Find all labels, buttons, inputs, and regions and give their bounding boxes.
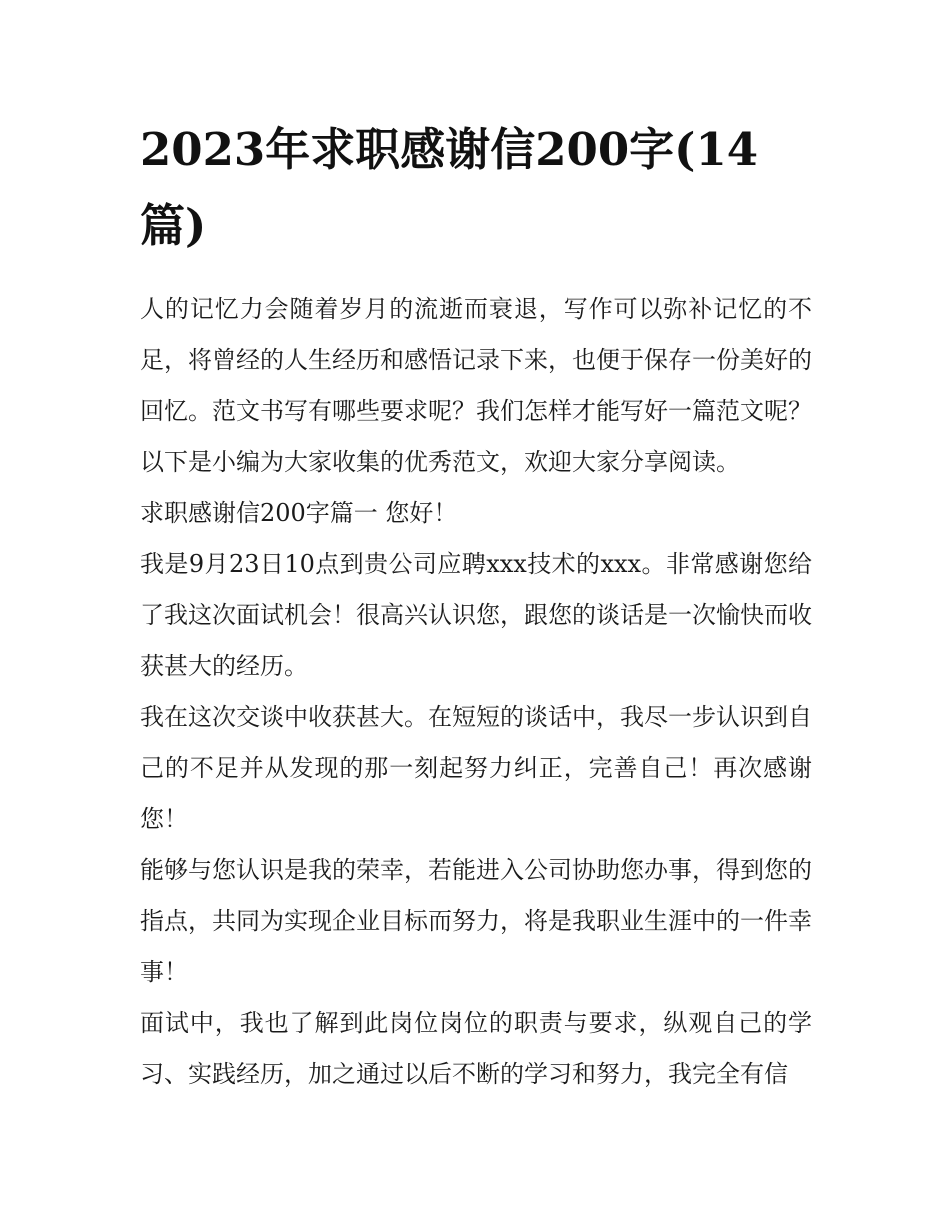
body-paragraph: 能够与您认识是我的荣幸，若能进入公司协助您办事，得到您的指点，共同为实现企业目标而努力，将是我职业生涯中的一件幸事！ xyxy=(140,856,812,986)
body-paragraph: 我是9月23日10点到贵公司应聘xxx技术的xxx。非常感谢您给了我这次面试机会！很高兴认识您，跟您的谈话是一次愉快而收获甚大的经历。 xyxy=(140,550,812,680)
body-paragraph: 面试中，我也了解到此岗位岗位的职责与要求，纵观自己的学习、实践经历，加之通过以后不断的学习和努力，我完全有信 xyxy=(140,1009,812,1088)
document-content xyxy=(140,112,812,1100)
document-body xyxy=(140,284,812,1100)
intro-paragraph: 人的记忆力会随着岁月的流逝而衰退，写作可以弥补记忆的不足，将曾经的人生经历和感悟记录下来，也便于保存一份美好的回忆。范文书写有哪些要求呢？我们怎样才能写好一篇范文呢？以下是小编为大家收集的优秀范文，欢迎大家分享阅读。 xyxy=(140,295,812,476)
body-paragraph: 我在这次交谈中收获甚大。在短短的谈话中，我尽一步认识到自己的不足并从发现的那一刻起努力纠正，完善自己！再次感谢您！ xyxy=(140,703,812,833)
document-title: 2023年求职感谢信200字(14篇) xyxy=(140,123,759,252)
section-heading-paragraph: 求职感谢信200字篇一 您好！ xyxy=(140,499,458,527)
